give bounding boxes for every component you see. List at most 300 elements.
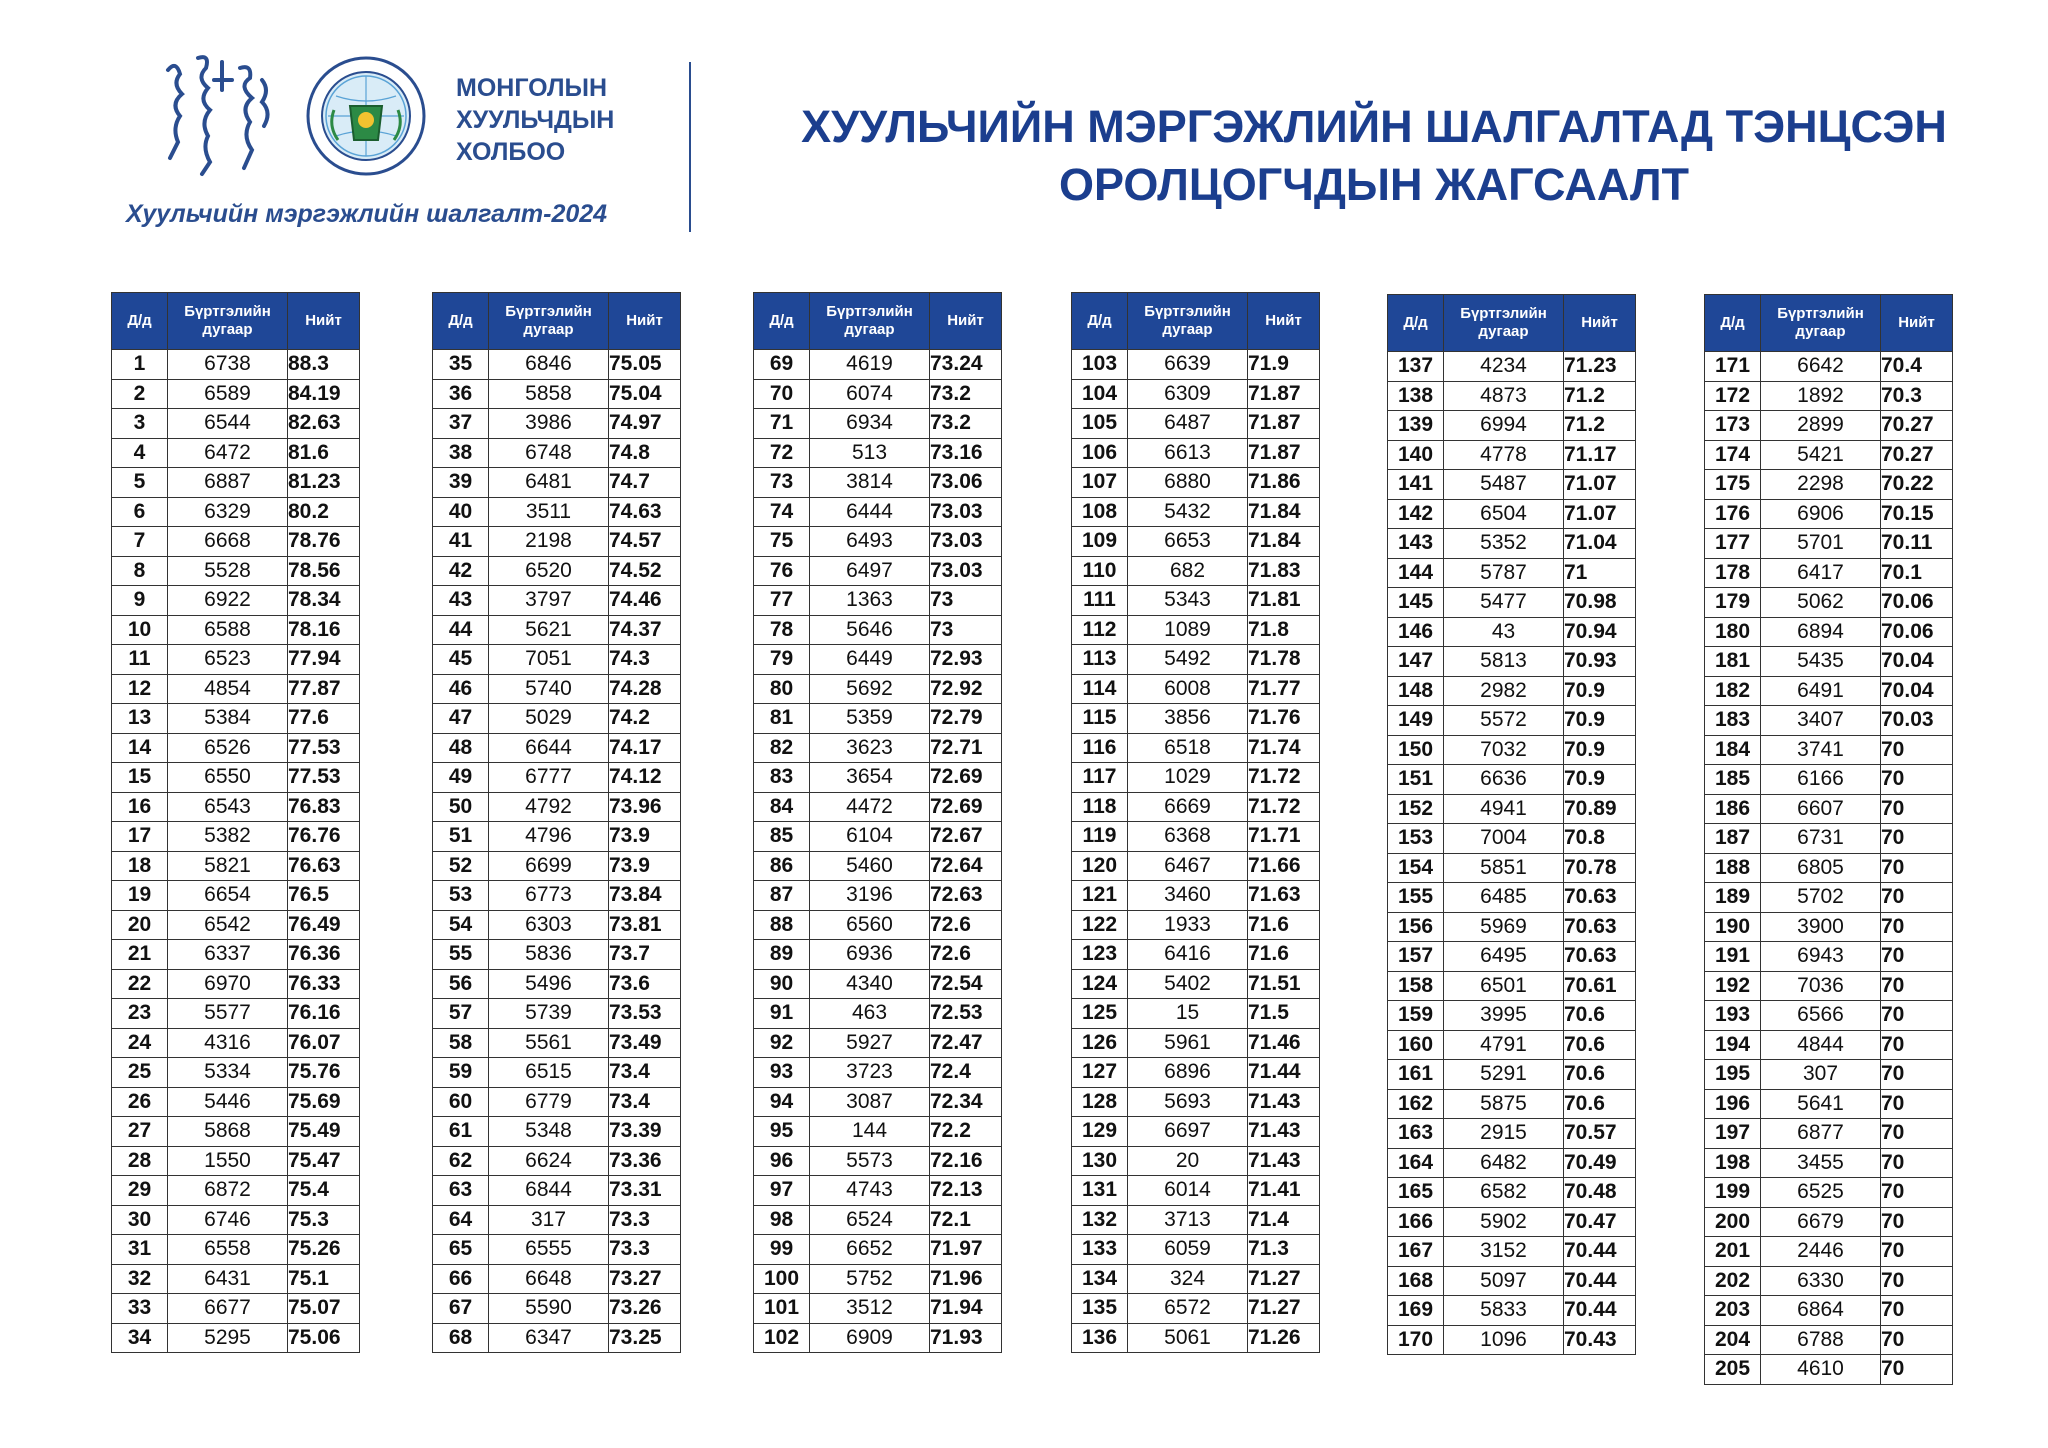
row-number: 204: [1705, 1325, 1761, 1355]
header-registration: Бүртгэлийн дугаар: [1444, 295, 1564, 352]
registration-number: 1089: [1128, 615, 1248, 645]
table-row: [1705, 647, 1953, 677]
total-score: 71.43: [1248, 1146, 1320, 1176]
table-row: [754, 586, 1002, 616]
registration-number: 5528: [168, 556, 288, 586]
total-score: 70.6: [1564, 1089, 1636, 1119]
row-number: 33: [112, 1294, 168, 1324]
total-score: 72.64: [930, 851, 1002, 881]
row-number: 6: [112, 497, 168, 527]
table-row: [112, 438, 360, 468]
table-row: [1388, 1119, 1636, 1149]
registration-number: 5359: [810, 704, 930, 734]
registration-number: 144: [810, 1117, 930, 1147]
row-number: 188: [1705, 853, 1761, 883]
registration-number: 43: [1444, 617, 1564, 647]
table-row: [1388, 912, 1636, 942]
registration-number: 5739: [489, 999, 609, 1029]
total-score: 71.74: [1248, 733, 1320, 763]
row-number: 198: [1705, 1148, 1761, 1178]
registration-number: 5590: [489, 1294, 609, 1324]
registration-number: 6880: [1128, 468, 1248, 498]
row-number: 136: [1072, 1323, 1128, 1353]
row-number: 189: [1705, 883, 1761, 913]
table-row: [754, 1146, 1002, 1176]
total-score: 71.63: [1248, 881, 1320, 911]
table-row: [112, 350, 360, 380]
table-row: [754, 615, 1002, 645]
total-score: 70.6: [1564, 1060, 1636, 1090]
table-row: [754, 379, 1002, 409]
registration-number: 6582: [1444, 1178, 1564, 1208]
total-score: 74.46: [609, 586, 681, 616]
table-row: [433, 615, 681, 645]
row-number: 97: [754, 1176, 810, 1206]
table-row: [112, 704, 360, 734]
total-score: 71.46: [1248, 1028, 1320, 1058]
total-score: 70.61: [1564, 971, 1636, 1001]
registration-number: 6467: [1128, 851, 1248, 881]
results-table: [432, 292, 681, 1353]
table-row: [1705, 765, 1953, 795]
total-score: 78.16: [288, 615, 360, 645]
table-row: [1072, 999, 1320, 1029]
registration-number: 6329: [168, 497, 288, 527]
row-number: 69: [754, 350, 810, 380]
registration-number: 3152: [1444, 1237, 1564, 1267]
table-row: [1388, 824, 1636, 854]
registration-number: 6515: [489, 1058, 609, 1088]
header-registration: Бүртгэлийн дугаар: [1761, 295, 1881, 352]
title-line: ОРОЛЦОГЧДЫН ЖАГСААЛТ: [1058, 159, 1690, 210]
registration-number: 6644: [489, 733, 609, 763]
registration-number: 2915: [1444, 1119, 1564, 1149]
row-number: 150: [1388, 735, 1444, 765]
total-score: 72.69: [930, 763, 1002, 793]
row-number: 99: [754, 1235, 810, 1265]
registration-number: 6773: [489, 881, 609, 911]
row-number: 160: [1388, 1030, 1444, 1060]
total-score: 70.4: [1881, 352, 1953, 382]
total-score: 70: [1881, 1119, 1953, 1149]
table-row: [433, 645, 681, 675]
registration-number: 6679: [1761, 1207, 1881, 1237]
registration-number: 3900: [1761, 912, 1881, 942]
total-score: 70: [1881, 1001, 1953, 1031]
row-number: 26: [112, 1087, 168, 1117]
exam-subtitle: Хуульчийн мэргэжлийн шалгалт-2024: [126, 200, 608, 228]
row-number: 55: [433, 940, 489, 970]
registration-number: 4796: [489, 822, 609, 852]
registration-number: 5477: [1444, 588, 1564, 618]
results-table: [753, 292, 1002, 1353]
registration-number: 5740: [489, 674, 609, 704]
table-row: [1705, 1148, 1953, 1178]
registration-number: 6788: [1761, 1325, 1881, 1355]
total-score: 73.36: [609, 1146, 681, 1176]
total-score: 70.04: [1881, 647, 1953, 677]
registration-number: 6074: [810, 379, 930, 409]
header-divider: [689, 62, 691, 232]
total-score: 70.94: [1564, 617, 1636, 647]
total-score: 71.87: [1248, 409, 1320, 439]
table-row: [1388, 588, 1636, 618]
total-score: 71.51: [1248, 969, 1320, 999]
table-row: [433, 851, 681, 881]
table-row: [1705, 853, 1953, 883]
table-row: [1072, 1235, 1320, 1265]
table-row: [433, 379, 681, 409]
total-score: 73.9: [609, 822, 681, 852]
row-number: 27: [112, 1117, 168, 1147]
total-score: 71.8: [1248, 615, 1320, 645]
row-number: 121: [1072, 881, 1128, 911]
total-score: 71.07: [1564, 499, 1636, 529]
table-row: [754, 556, 1002, 586]
table-row: [1072, 1176, 1320, 1206]
table-row: [112, 527, 360, 557]
registration-number: 5097: [1444, 1266, 1564, 1296]
total-score: 72.67: [930, 822, 1002, 852]
table-row: [754, 1205, 1002, 1235]
table-row: [754, 674, 1002, 704]
total-score: 70.22: [1881, 470, 1953, 500]
table-row: [1388, 1207, 1636, 1237]
table-row: [1705, 735, 1953, 765]
registration-number: 6777: [489, 763, 609, 793]
row-number: 73: [754, 468, 810, 498]
table-row: [1388, 765, 1636, 795]
total-score: 88.3: [288, 350, 360, 380]
table-row: [1388, 1001, 1636, 1031]
row-number: 149: [1388, 706, 1444, 736]
row-number: 20: [112, 910, 168, 940]
table-row: [1705, 617, 1953, 647]
registration-number: 5460: [810, 851, 930, 881]
table-row: [433, 1294, 681, 1324]
total-score: 70.47: [1564, 1207, 1636, 1237]
table-row: [433, 1205, 681, 1235]
total-score: 76.83: [288, 792, 360, 822]
row-number: 143: [1388, 529, 1444, 559]
row-number: 39: [433, 468, 489, 498]
total-score: 74.3: [609, 645, 681, 675]
registration-number: 3986: [489, 409, 609, 439]
total-score: 75.05: [609, 350, 681, 380]
row-number: 157: [1388, 942, 1444, 972]
row-number: 22: [112, 969, 168, 999]
table-row: [1388, 1266, 1636, 1296]
registration-number: 6166: [1761, 765, 1881, 795]
row-number: 153: [1388, 824, 1444, 854]
page-title: [700, 98, 2048, 214]
registration-number: 20: [1128, 1146, 1248, 1176]
total-score: 72.47: [930, 1028, 1002, 1058]
row-number: 103: [1072, 350, 1128, 380]
table-row: [1072, 763, 1320, 793]
row-number: 87: [754, 881, 810, 911]
row-number: 11: [112, 645, 168, 675]
row-number: 197: [1705, 1119, 1761, 1149]
registration-number: 2198: [489, 527, 609, 557]
total-score: 71.96: [930, 1264, 1002, 1294]
registration-number: 6524: [810, 1205, 930, 1235]
total-score: 70: [1881, 1237, 1953, 1267]
registration-number: 5402: [1128, 969, 1248, 999]
row-number: 191: [1705, 942, 1761, 972]
total-score: 70.43: [1564, 1325, 1636, 1355]
row-number: 9: [112, 586, 168, 616]
table-row: [433, 1176, 681, 1206]
table-row: [1072, 1028, 1320, 1058]
table-row: [1072, 910, 1320, 940]
registration-number: 5969: [1444, 912, 1564, 942]
table-row: [1388, 499, 1636, 529]
row-number: 72: [754, 438, 810, 468]
table-row: [1705, 1355, 1953, 1385]
row-number: 10: [112, 615, 168, 645]
total-score: 73: [930, 586, 1002, 616]
table-row: [1705, 942, 1953, 972]
total-score: 70.3: [1881, 381, 1953, 411]
table-row: [1072, 645, 1320, 675]
registration-number: 5384: [168, 704, 288, 734]
table-row: [433, 497, 681, 527]
table-row: [112, 1117, 360, 1147]
registration-number: 3723: [810, 1058, 930, 1088]
registration-number: 3623: [810, 733, 930, 763]
registration-number: 5646: [810, 615, 930, 645]
total-score: 74.28: [609, 674, 681, 704]
registration-number: 3741: [1761, 735, 1881, 765]
total-score: 71.4: [1248, 1205, 1320, 1235]
total-score: 70.57: [1564, 1119, 1636, 1149]
row-number: 86: [754, 851, 810, 881]
registration-number: 4610: [1761, 1355, 1881, 1385]
registration-number: 6872: [168, 1176, 288, 1206]
registration-number: 5858: [489, 379, 609, 409]
total-score: 70.48: [1564, 1178, 1636, 1208]
row-number: 71: [754, 409, 810, 439]
total-score: 77.94: [288, 645, 360, 675]
total-score: 72.6: [930, 910, 1002, 940]
row-number: 53: [433, 881, 489, 911]
table-row: [1705, 529, 1953, 559]
row-number: 161: [1388, 1060, 1444, 1090]
registration-number: 5577: [168, 999, 288, 1029]
registration-number: 6525: [1761, 1178, 1881, 1208]
total-score: 77.53: [288, 733, 360, 763]
table-row: [1388, 1237, 1636, 1267]
total-score: 71.41: [1248, 1176, 1320, 1206]
total-score: 76.49: [288, 910, 360, 940]
total-score: 72.13: [930, 1176, 1002, 1206]
total-score: 78.56: [288, 556, 360, 586]
table-row: [1388, 676, 1636, 706]
header-total: Нийт: [288, 293, 360, 350]
registration-number: 6472: [168, 438, 288, 468]
registration-number: 5836: [489, 940, 609, 970]
row-number: 117: [1072, 763, 1128, 793]
registration-number: 7004: [1444, 824, 1564, 854]
total-score: 71.66: [1248, 851, 1320, 881]
total-score: 72.53: [930, 999, 1002, 1029]
row-number: 141: [1388, 470, 1444, 500]
table-row: [112, 1205, 360, 1235]
registration-number: 6008: [1128, 674, 1248, 704]
table-row: [1072, 1294, 1320, 1324]
header-total: Нийт: [1564, 295, 1636, 352]
table-row: [433, 763, 681, 793]
registration-number: 5291: [1444, 1060, 1564, 1090]
results-table: [1387, 294, 1636, 1355]
row-number: 151: [1388, 765, 1444, 795]
table-row: [754, 438, 1002, 468]
total-score: 73.96: [609, 792, 681, 822]
table-row: [112, 615, 360, 645]
registration-number: 5902: [1444, 1207, 1564, 1237]
row-number: 45: [433, 645, 489, 675]
total-score: 70.9: [1564, 765, 1636, 795]
registration-number: 6504: [1444, 499, 1564, 529]
table-row: [112, 940, 360, 970]
row-number: 19: [112, 881, 168, 911]
registration-number: 6731: [1761, 824, 1881, 854]
total-score: 72.4: [930, 1058, 1002, 1088]
row-number: 38: [433, 438, 489, 468]
row-number: 185: [1705, 765, 1761, 795]
row-number: 61: [433, 1117, 489, 1147]
table-row: [754, 645, 1002, 675]
table-row: [1072, 704, 1320, 734]
registration-number: 1550: [168, 1146, 288, 1176]
header-number: Д/д: [1388, 295, 1444, 352]
table-row: [1388, 1325, 1636, 1355]
row-number: 30: [112, 1205, 168, 1235]
total-score: 71.77: [1248, 674, 1320, 704]
total-score: 72.69: [930, 792, 1002, 822]
total-score: 70.06: [1881, 588, 1953, 618]
registration-number: 6934: [810, 409, 930, 439]
row-number: 183: [1705, 706, 1761, 736]
table-row: [433, 1146, 681, 1176]
table-row: [1705, 440, 1953, 470]
table-row: [433, 1117, 681, 1147]
row-number: 146: [1388, 617, 1444, 647]
row-number: 175: [1705, 470, 1761, 500]
table-row: [433, 468, 681, 498]
total-score: 70: [1881, 1030, 1953, 1060]
total-score: 74.63: [609, 497, 681, 527]
table-row: [433, 556, 681, 586]
row-number: 84: [754, 792, 810, 822]
total-score: 76.07: [288, 1028, 360, 1058]
registration-number: 4234: [1444, 352, 1564, 382]
registration-number: 4941: [1444, 794, 1564, 824]
total-score: 72.79: [930, 704, 1002, 734]
row-number: 194: [1705, 1030, 1761, 1060]
registration-number: 6550: [168, 763, 288, 793]
registration-number: 6805: [1761, 853, 1881, 883]
row-number: 142: [1388, 499, 1444, 529]
registration-number: 6894: [1761, 617, 1881, 647]
row-number: 176: [1705, 499, 1761, 529]
table-row: [1072, 497, 1320, 527]
registration-number: 6481: [489, 468, 609, 498]
row-number: 106: [1072, 438, 1128, 468]
row-number: 21: [112, 940, 168, 970]
total-score: 71.26: [1248, 1323, 1320, 1353]
total-score: 70.27: [1881, 440, 1953, 470]
registration-number: 2899: [1761, 411, 1881, 441]
row-number: 50: [433, 792, 489, 822]
registration-number: 6613: [1128, 438, 1248, 468]
registration-number: 3713: [1128, 1205, 1248, 1235]
table-row: [1705, 381, 1953, 411]
registration-number: 6589: [168, 379, 288, 409]
registration-number: 4619: [810, 350, 930, 380]
row-number: 132: [1072, 1205, 1128, 1235]
total-score: 71.83: [1248, 556, 1320, 586]
table-row: [433, 1087, 681, 1117]
registration-number: 3087: [810, 1087, 930, 1117]
total-score: 70: [1881, 794, 1953, 824]
table-row: [112, 586, 360, 616]
row-number: 23: [112, 999, 168, 1029]
registration-number: 6555: [489, 1235, 609, 1265]
table-row: [433, 1028, 681, 1058]
page-header: [0, 0, 2048, 250]
total-score: 73.2: [930, 379, 1002, 409]
registration-number: 4778: [1444, 440, 1564, 470]
results-table: [1704, 294, 1953, 1385]
row-number: 145: [1388, 588, 1444, 618]
registration-number: 6014: [1128, 1176, 1248, 1206]
registration-number: 6738: [168, 350, 288, 380]
row-number: 92: [754, 1028, 810, 1058]
table-row: [754, 704, 1002, 734]
row-number: 138: [1388, 381, 1444, 411]
total-score: 71.44: [1248, 1058, 1320, 1088]
header-number: Д/д: [433, 293, 489, 350]
table-row: [1072, 792, 1320, 822]
registration-number: 6653: [1128, 527, 1248, 557]
registration-number: 4844: [1761, 1030, 1881, 1060]
total-score: 74.57: [609, 527, 681, 557]
row-number: 170: [1388, 1325, 1444, 1355]
row-number: 14: [112, 733, 168, 763]
registration-number: 6639: [1128, 350, 1248, 380]
row-number: 59: [433, 1058, 489, 1088]
total-score: 70.1: [1881, 558, 1953, 588]
table-row: [1072, 674, 1320, 704]
registration-number: 5813: [1444, 647, 1564, 677]
row-number: 173: [1705, 411, 1761, 441]
registration-number: 3797: [489, 586, 609, 616]
table-row: [1705, 794, 1953, 824]
row-number: 147: [1388, 647, 1444, 677]
row-number: 81: [754, 704, 810, 734]
row-number: 110: [1072, 556, 1128, 586]
table-row: [1072, 527, 1320, 557]
total-score: 77.53: [288, 763, 360, 793]
table-row: [754, 881, 1002, 911]
total-score: 73.2: [930, 409, 1002, 439]
mongol-script-logo: [158, 50, 278, 180]
row-number: 36: [433, 379, 489, 409]
row-number: 75: [754, 527, 810, 557]
total-score: 75.1: [288, 1264, 360, 1294]
